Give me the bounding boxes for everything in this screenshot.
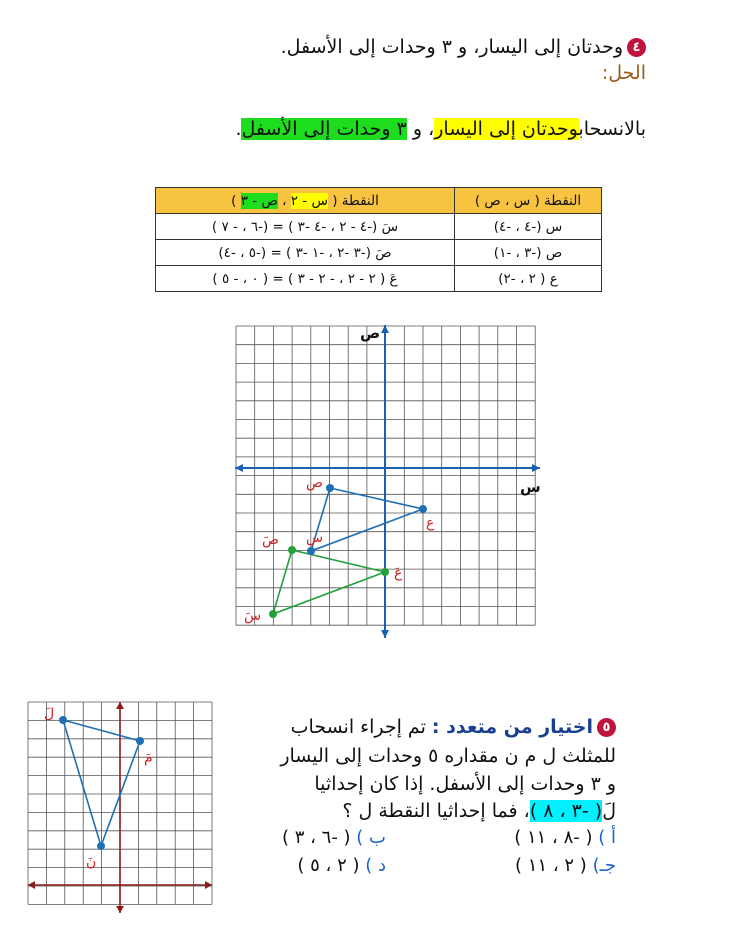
- point-a: [419, 505, 427, 513]
- mcq-y-arrow-up: [116, 702, 124, 709]
- translation-prefix: بالانسحاب: [578, 118, 646, 140]
- label-s-image: سَ: [244, 608, 262, 624]
- translation-sentence: [235, 118, 646, 140]
- label-p: ص: [306, 475, 323, 491]
- choice-b-value: ( -٦ ، ٣ ): [281, 827, 351, 848]
- mcq-x-arrow-left: [28, 881, 35, 889]
- points-table: [155, 187, 602, 292]
- q5-number-badge: ٥: [597, 718, 616, 737]
- header-image-point: النقطة ( س - ٢ ، ص - ٣ ): [156, 188, 455, 214]
- mcq-x-arrow-right: [205, 881, 212, 889]
- choice-d-value: ( ٢ ، ٥ ): [297, 855, 360, 876]
- table-row: س (-٤ ، -٤) سَ (-٤ - ٢ ، -٤ -٣ ) = (-٦ ، - ٧ ): [156, 214, 602, 240]
- point-s: [307, 547, 315, 555]
- choice-a-value: ( -٨ ، ١١ ): [514, 827, 593, 848]
- choice-b-letter: ب ): [356, 827, 386, 848]
- mcq-label-m: مَ: [144, 750, 153, 766]
- image-triangle: [273, 550, 385, 614]
- y-axis-label: ص: [360, 324, 381, 342]
- table-row: ص (-٣ ، -١) صَ (-٣ -٢ ، -١ -٣ ) = (-٥ ، -٤): [156, 240, 602, 266]
- q4-statement-text: وحدتان إلى اليسار، و ٣ وحدات إلى الأسفل.: [280, 36, 623, 58]
- choice-c-letter: جـ): [592, 855, 616, 876]
- table-row: ع ( ٢ ، -٢) عَ ( ٢ - ٢ ، - ٢ - ٣ ) = ( ٠ ، - ٥ ): [156, 266, 602, 292]
- solution-label: الحل:: [601, 62, 646, 84]
- translation-end: .: [235, 118, 242, 140]
- choice-d[interactable]: [297, 855, 386, 876]
- choice-b[interactable]: [282, 827, 386, 848]
- mcq-point-l: [59, 716, 67, 724]
- table-header-row: [156, 188, 602, 214]
- q5-title: اختيار من متعدد :: [431, 716, 593, 738]
- header-y-rule: ص - ٣: [240, 192, 278, 209]
- point-s-image: [269, 610, 277, 618]
- q5-line4: لَ( -٣ ، ٨ )، فما إحداثيا النقطة ل ؟: [342, 800, 616, 822]
- header-original-point: النقطة ( س ، ص ): [455, 188, 602, 214]
- q5-title-line: [291, 716, 616, 738]
- choice-a[interactable]: [514, 827, 616, 848]
- q5-line2: للمثلث ل م ن مقداره ٥ وحدات إلى اليسار: [280, 745, 616, 767]
- label-p-image: صَ: [262, 532, 279, 548]
- q5-line1: تم إجراء انسحاب: [290, 716, 426, 738]
- mcq-y-arrow-down: [116, 906, 124, 913]
- mcq-point-n: [97, 842, 105, 850]
- y-axis-arrow-down: [381, 630, 389, 638]
- mcq-label-l: لَ: [44, 706, 55, 722]
- q5-line3: و ٣ وحدات إلى الأسفل. إذا كان إحداثيا: [314, 773, 616, 795]
- q5-given-point: ( -٣ ، ٨ ): [529, 800, 603, 822]
- choice-d-letter: د ): [365, 855, 386, 876]
- choice-c[interactable]: [515, 855, 616, 876]
- mcq-point-m: [136, 737, 144, 745]
- mcq-label-n: نَ: [86, 854, 97, 870]
- translation-mid: ، و: [412, 118, 435, 140]
- mcq-graph: [26, 700, 216, 915]
- translation-down-highlight: ٣ وحدات إلى الأسفل: [241, 118, 407, 140]
- translation-graph: [230, 320, 550, 645]
- q4-number-badge: ٤: [627, 38, 646, 57]
- x-axis-label: س: [520, 478, 541, 496]
- label-a-image: عَ: [394, 565, 403, 581]
- choice-c-value: ( ٢ ، ١١ ): [515, 855, 587, 876]
- point-a-image: [381, 568, 389, 576]
- label-a: ع: [426, 515, 435, 531]
- choice-a-letter: أ ): [598, 827, 616, 848]
- point-p-image: [288, 546, 296, 554]
- point-p: [326, 484, 334, 492]
- label-s: س: [306, 530, 324, 546]
- q4-statement: [281, 36, 646, 58]
- translation-left-highlight: وحدتان إلى اليسار: [434, 118, 579, 140]
- header-x-rule: س - ٢: [290, 192, 328, 209]
- x-axis-arrow-right: [532, 464, 540, 472]
